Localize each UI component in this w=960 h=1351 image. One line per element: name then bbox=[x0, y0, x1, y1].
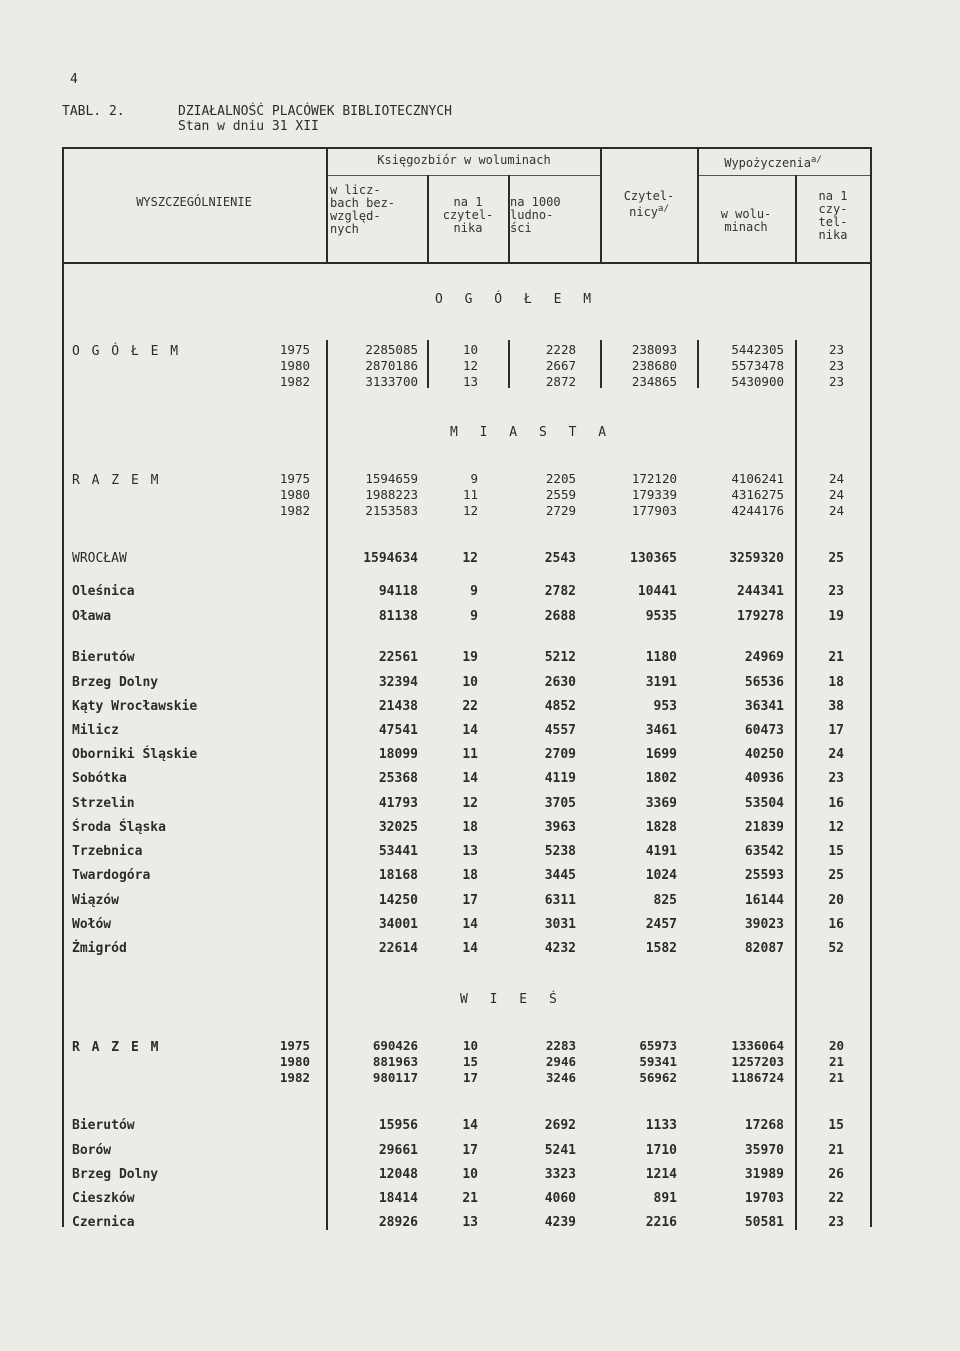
miasta-rows-books-absolute: 21438 bbox=[378, 699, 418, 714]
miasta-rows-readers: 1828 bbox=[645, 820, 677, 835]
miasta-rows-books-absolute: 34001 bbox=[378, 917, 418, 932]
ogolem-group-loans-per-reader: 23 bbox=[828, 374, 844, 389]
miasta-rows-loans-per-reader: 23 bbox=[828, 771, 844, 786]
header-col-loans-per-reader: na 1 czy- tel- nika bbox=[818, 189, 848, 242]
wies-rows-loans-per-reader: 22 bbox=[828, 1191, 844, 1206]
wies-rows-row-name: Borów bbox=[72, 1143, 112, 1158]
miasta-rows-books-absolute: 32394 bbox=[378, 675, 418, 690]
miasta-rows-books-per-1000: 3445 bbox=[544, 868, 576, 883]
wies-rows-loans-volumes: 50581 bbox=[744, 1215, 784, 1230]
wies-group-books-per-reader: 10 bbox=[462, 1038, 478, 1053]
ogolem-group-books-absolute: 3133700 bbox=[365, 374, 418, 389]
miasta-rows-loans-per-reader: 19 bbox=[828, 609, 844, 624]
miasta-rows-books-per-reader: 19 bbox=[462, 650, 478, 665]
ogolem-group-books-per-reader: 12 bbox=[462, 358, 478, 373]
header-col-per-reader: na 1 czytel- nika bbox=[442, 195, 494, 235]
miasta-rows-readers: 130365 bbox=[630, 551, 677, 566]
miasta-rows-books-absolute: 53441 bbox=[378, 844, 418, 859]
header-stub: WYSZCZEGÓLNIENIE bbox=[136, 195, 252, 209]
miasta-group-loans-volumes: 4316275 bbox=[731, 487, 784, 502]
wies-group-year: 1975 bbox=[279, 1038, 310, 1053]
miasta-rows-books-per-1000: 3705 bbox=[544, 796, 576, 811]
wies-rows-loans-per-reader: 21 bbox=[828, 1143, 844, 1158]
ogolem-group-books-per-reader: 13 bbox=[462, 374, 478, 389]
ogolem-group-readers: 238680 bbox=[631, 358, 677, 373]
ogolem-group-loans-volumes: 5430900 bbox=[731, 374, 784, 389]
wies-rows-loans-volumes: 35970 bbox=[744, 1143, 784, 1158]
miasta-rows-books-per-reader: 14 bbox=[462, 941, 478, 956]
miasta-rows-loans-per-reader: 38 bbox=[828, 699, 844, 714]
wies-group-readers: 56962 bbox=[639, 1070, 677, 1085]
miasta-rows-loans-per-reader: 52 bbox=[828, 941, 844, 956]
wies-rows-books-per-reader: 10 bbox=[462, 1167, 478, 1182]
wies-group-books-absolute: 690426 bbox=[372, 1038, 418, 1053]
ogolem-label: O G Ó Ł E M bbox=[72, 344, 181, 359]
wies-rows-loans-per-reader: 23 bbox=[828, 1215, 844, 1230]
wies-rows-loans-volumes: 31989 bbox=[744, 1167, 784, 1182]
miasta-group-books-absolute: 2153583 bbox=[365, 503, 418, 518]
miasta-rows-books-per-reader: 12 bbox=[462, 796, 478, 811]
miasta-rows-loans-per-reader: 25 bbox=[828, 868, 844, 883]
miasta-rows-readers: 1024 bbox=[645, 868, 677, 883]
wies-group-books-per-1000: 2283 bbox=[545, 1038, 576, 1053]
wies-rows-books-per-reader: 17 bbox=[462, 1143, 478, 1158]
miasta-rows-books-per-1000: 4232 bbox=[544, 941, 576, 956]
miasta-rows-loans-volumes: 179278 bbox=[737, 609, 784, 624]
miasta-rows-loans-per-reader: 25 bbox=[828, 551, 844, 566]
miasta-group-books-absolute: 1988223 bbox=[365, 487, 418, 502]
miasta-rows-row-name: Żmigród bbox=[72, 941, 127, 956]
miasta-group-books-per-reader: 9 bbox=[470, 471, 478, 486]
wies-rows-readers: 2216 bbox=[645, 1215, 677, 1230]
miasta-rows-loans-volumes: 244341 bbox=[737, 584, 784, 599]
miasta-rows-row-name: Kąty Wrocławskie bbox=[72, 699, 198, 714]
wies-rows-books-per-1000: 4060 bbox=[544, 1191, 576, 1206]
wies-group-books-absolute: 881963 bbox=[372, 1054, 418, 1069]
wies-rows-loans-per-reader: 26 bbox=[828, 1167, 844, 1182]
wies-group-books-absolute: 980117 bbox=[372, 1070, 418, 1085]
wies-group-loans-volumes: 1336064 bbox=[731, 1038, 784, 1053]
miasta-rows-books-per-1000: 2782 bbox=[544, 584, 576, 599]
miasta-rows-readers: 3191 bbox=[645, 675, 677, 690]
wies-razem-label: R A Z E M bbox=[72, 1040, 161, 1055]
miasta-rows-loans-per-reader: 16 bbox=[828, 917, 844, 932]
miasta-rows-books-per-1000: 2709 bbox=[544, 747, 576, 762]
ogolem-group-year: 1980 bbox=[279, 358, 310, 373]
wies-group-books-per-reader: 15 bbox=[462, 1054, 478, 1069]
wies-group-loans-volumes: 1257203 bbox=[731, 1054, 784, 1069]
wies-rows-row-name: Bierutów bbox=[72, 1118, 135, 1133]
header-books-group: Księgozbiór w woluminach bbox=[377, 153, 551, 167]
wies-rows-books-absolute: 12048 bbox=[378, 1167, 418, 1182]
miasta-rows-loans-volumes: 82087 bbox=[744, 941, 784, 956]
table-subtitle: Stan w dniu 31 XII bbox=[178, 119, 319, 134]
miasta-rows-loans-volumes: 25593 bbox=[744, 868, 784, 883]
miasta-rows-loans-per-reader: 17 bbox=[828, 723, 844, 738]
miasta-group-books-per-1000: 2205 bbox=[545, 471, 576, 486]
miasta-rows-loans-per-reader: 16 bbox=[828, 796, 844, 811]
wies-rows-books-absolute: 28926 bbox=[378, 1215, 418, 1230]
miasta-rows-books-per-reader: 10 bbox=[462, 675, 478, 690]
miasta-rows-books-per-reader: 17 bbox=[462, 893, 478, 908]
wies-rows-readers: 1214 bbox=[645, 1167, 677, 1182]
miasta-group-loans-volumes: 4106241 bbox=[731, 471, 784, 486]
ogolem-group-year: 1982 bbox=[279, 374, 310, 389]
miasta-rows-loans-volumes: 3259320 bbox=[729, 551, 784, 566]
ogolem-group-books-per-1000: 2872 bbox=[545, 374, 576, 389]
miasta-rows-row-name: Wołów bbox=[72, 917, 112, 932]
wies-rows-books-absolute: 18414 bbox=[378, 1191, 418, 1206]
miasta-rows-loans-per-reader: 24 bbox=[828, 747, 844, 762]
miasta-group-year: 1980 bbox=[279, 487, 310, 502]
wies-rows-readers: 1133 bbox=[645, 1118, 677, 1133]
miasta-rows-books-per-reader: 9 bbox=[470, 584, 478, 599]
ogolem-group-loans-per-reader: 23 bbox=[828, 358, 844, 373]
miasta-group-books-per-1000: 2729 bbox=[545, 503, 576, 518]
miasta-rows-row-name: Oborniki Śląskie bbox=[72, 747, 198, 762]
miasta-rows-readers: 3461 bbox=[645, 723, 677, 738]
miasta-rows-books-absolute: 18099 bbox=[378, 747, 418, 762]
miasta-rows-books-per-1000: 4557 bbox=[544, 723, 576, 738]
wies-rows-books-per-reader: 14 bbox=[462, 1118, 478, 1133]
miasta-rows-books-per-reader: 14 bbox=[462, 917, 478, 932]
ogolem-group-loans-per-reader: 23 bbox=[828, 342, 844, 357]
miasta-rows-readers: 4191 bbox=[645, 844, 677, 859]
miasta-group-books-absolute: 1594659 bbox=[365, 471, 418, 486]
ogolem-group-books-absolute: 2870186 bbox=[365, 358, 418, 373]
miasta-group-loans-per-reader: 24 bbox=[828, 471, 844, 486]
wies-group-loans-volumes: 1186724 bbox=[731, 1070, 784, 1085]
wies-rows-readers: 1710 bbox=[645, 1143, 677, 1158]
section-heading-wies: W I E Ś bbox=[460, 992, 564, 1007]
miasta-rows-loans-volumes: 21839 bbox=[744, 820, 784, 835]
wies-group-loans-per-reader: 20 bbox=[828, 1038, 844, 1053]
miasta-razem-label: R A Z E M bbox=[72, 473, 161, 488]
wies-rows-books-per-1000: 5241 bbox=[544, 1143, 576, 1158]
miasta-rows-books-absolute: 94118 bbox=[378, 584, 418, 599]
wies-rows-books-per-1000: 4239 bbox=[544, 1215, 576, 1230]
miasta-rows-loans-per-reader: 12 bbox=[828, 820, 844, 835]
wies-rows-loans-volumes: 17268 bbox=[744, 1118, 784, 1133]
ogolem-group-loans-volumes: 5442305 bbox=[731, 342, 784, 357]
miasta-rows-books-absolute: 41793 bbox=[378, 796, 418, 811]
wies-rows-books-absolute: 29661 bbox=[378, 1143, 418, 1158]
wies-group-year: 1982 bbox=[279, 1070, 310, 1085]
miasta-rows-books-per-reader: 18 bbox=[462, 868, 478, 883]
miasta-rows-books-absolute: 25368 bbox=[378, 771, 418, 786]
miasta-rows-readers: 2457 bbox=[645, 917, 677, 932]
miasta-rows-loans-volumes: 39023 bbox=[744, 917, 784, 932]
miasta-rows-loans-volumes: 63542 bbox=[744, 844, 784, 859]
miasta-rows-loans-volumes: 16144 bbox=[744, 893, 784, 908]
miasta-rows-readers: 9535 bbox=[645, 609, 677, 624]
miasta-rows-books-absolute: 81138 bbox=[378, 609, 418, 624]
miasta-rows-loans-volumes: 53504 bbox=[744, 796, 784, 811]
page-number: 4 bbox=[70, 72, 78, 87]
miasta-rows-readers: 953 bbox=[653, 699, 677, 714]
miasta-group-loans-per-reader: 24 bbox=[828, 487, 844, 502]
miasta-rows-loans-per-reader: 15 bbox=[828, 844, 844, 859]
miasta-rows-books-per-1000: 3963 bbox=[544, 820, 576, 835]
miasta-rows-readers: 3369 bbox=[645, 796, 677, 811]
miasta-rows-readers: 1180 bbox=[645, 650, 677, 665]
miasta-rows-books-per-reader: 22 bbox=[462, 699, 478, 714]
miasta-rows-books-per-reader: 9 bbox=[470, 609, 478, 624]
table-title: DZIAŁALNOŚĆ PLACÓWEK BIBLIOTECZNYCH bbox=[178, 104, 452, 119]
miasta-rows-readers: 825 bbox=[653, 893, 677, 908]
wies-group-readers: 65973 bbox=[639, 1038, 677, 1053]
miasta-rows-row-name: Bierutów bbox=[72, 650, 135, 665]
wies-rows-row-name: Brzeg Dolny bbox=[72, 1167, 159, 1182]
miasta-rows-readers: 1699 bbox=[645, 747, 677, 762]
miasta-rows-loans-per-reader: 21 bbox=[828, 650, 844, 665]
miasta-rows-books-per-1000: 2630 bbox=[544, 675, 576, 690]
ogolem-group-books-per-1000: 2667 bbox=[545, 358, 576, 373]
miasta-rows-books-per-1000: 3031 bbox=[544, 917, 576, 932]
header-col-absolute: w licz- bach bez- względ- nych bbox=[330, 183, 396, 236]
miasta-rows-books-per-reader: 13 bbox=[462, 844, 478, 859]
miasta-rows-books-per-reader: 11 bbox=[462, 747, 478, 762]
miasta-rows-books-per-1000: 2688 bbox=[544, 609, 576, 624]
wies-rows-books-per-1000: 3323 bbox=[544, 1167, 576, 1182]
wies-group-year: 1980 bbox=[279, 1054, 310, 1069]
miasta-rows-books-absolute: 14250 bbox=[378, 893, 418, 908]
miasta-rows-books-per-1000: 6311 bbox=[544, 893, 576, 908]
miasta-rows-books-absolute: 18168 bbox=[378, 868, 418, 883]
section-heading-ogolem: O G Ó Ł E M bbox=[435, 292, 599, 307]
miasta-rows-row-name: Milicz bbox=[72, 723, 119, 738]
ogolem-group-readers: 234865 bbox=[631, 374, 677, 389]
wies-group-books-per-1000: 2946 bbox=[545, 1054, 576, 1069]
miasta-group-readers: 177903 bbox=[631, 503, 677, 518]
miasta-group-loans-per-reader: 24 bbox=[828, 503, 844, 518]
ogolem-group-books-per-1000: 2228 bbox=[545, 342, 576, 357]
miasta-rows-readers: 1802 bbox=[645, 771, 677, 786]
miasta-rows-loans-per-reader: 18 bbox=[828, 675, 844, 690]
miasta-group-year: 1975 bbox=[279, 471, 310, 486]
miasta-group-readers: 172120 bbox=[631, 471, 677, 486]
miasta-rows-row-name: Brzeg Dolny bbox=[72, 675, 159, 690]
miasta-group-loans-volumes: 4244176 bbox=[731, 503, 784, 518]
miasta-rows-books-per-1000: 5238 bbox=[544, 844, 576, 859]
miasta-rows-row-name: WROCŁAW bbox=[72, 551, 127, 566]
header-col-readers: Czytel- nicy$^{a/}$ bbox=[623, 189, 675, 219]
miasta-rows-loans-volumes: 24969 bbox=[744, 650, 784, 665]
miasta-rows-row-name: Środa Śląska bbox=[72, 820, 166, 835]
wies-rows-books-per-reader: 21 bbox=[462, 1191, 478, 1206]
miasta-rows-loans-volumes: 36341 bbox=[744, 699, 784, 714]
miasta-group-books-per-reader: 12 bbox=[462, 503, 478, 518]
miasta-rows-loans-per-reader: 23 bbox=[828, 584, 844, 599]
ogolem-group-loans-volumes: 5573478 bbox=[731, 358, 784, 373]
miasta-rows-readers: 10441 bbox=[637, 584, 677, 599]
miasta-rows-loans-volumes: 56536 bbox=[744, 675, 784, 690]
ogolem-group-books-per-reader: 10 bbox=[462, 342, 478, 357]
header-col-loans-volumes: w wolu- minach bbox=[720, 207, 772, 234]
miasta-rows-loans-volumes: 40250 bbox=[744, 747, 784, 762]
miasta-rows-readers: 1582 bbox=[645, 941, 677, 956]
miasta-rows-row-name: Oława bbox=[72, 609, 112, 624]
wies-group-books-per-1000: 3246 bbox=[545, 1070, 576, 1085]
wies-group-loans-per-reader: 21 bbox=[828, 1070, 844, 1085]
wies-rows-readers: 891 bbox=[653, 1191, 677, 1206]
wies-rows-books-per-reader: 13 bbox=[462, 1215, 478, 1230]
miasta-rows-books-per-reader: 14 bbox=[462, 771, 478, 786]
miasta-rows-books-absolute: 47541 bbox=[378, 723, 418, 738]
ogolem-group-year: 1975 bbox=[279, 342, 310, 357]
miasta-rows-loans-volumes: 40936 bbox=[744, 771, 784, 786]
miasta-rows-books-per-reader: 18 bbox=[462, 820, 478, 835]
miasta-rows-row-name: Trzebnica bbox=[72, 844, 143, 859]
miasta-rows-books-per-1000: 4852 bbox=[544, 699, 576, 714]
miasta-rows-books-per-reader: 12 bbox=[462, 551, 478, 566]
miasta-rows-books-per-1000: 2543 bbox=[544, 551, 576, 566]
ogolem-group-books-absolute: 2285085 bbox=[365, 342, 418, 357]
wies-rows-loans-per-reader: 15 bbox=[828, 1118, 844, 1133]
miasta-rows-row-name: Twardogóra bbox=[72, 868, 151, 883]
wies-rows-row-name: Cieszków bbox=[72, 1191, 135, 1206]
miasta-rows-row-name: Sobótka bbox=[72, 771, 127, 786]
miasta-rows-books-per-1000: 5212 bbox=[544, 650, 576, 665]
wies-rows-row-name: Czernica bbox=[72, 1215, 135, 1230]
wies-rows-books-per-1000: 2692 bbox=[544, 1118, 576, 1133]
miasta-rows-loans-volumes: 60473 bbox=[744, 723, 784, 738]
header-loans-group: Wypożyczenia$^{a/}$ bbox=[724, 155, 822, 170]
header-col-per-1000: na 1000 ludno- ści bbox=[510, 195, 561, 235]
wies-group-readers: 59341 bbox=[639, 1054, 677, 1069]
miasta-group-books-per-reader: 11 bbox=[462, 487, 478, 502]
miasta-rows-books-absolute: 22614 bbox=[378, 941, 418, 956]
wies-group-books-per-reader: 17 bbox=[462, 1070, 478, 1085]
miasta-rows-books-absolute: 1594634 bbox=[363, 551, 418, 566]
ogolem-group-readers: 238093 bbox=[631, 342, 677, 357]
miasta-rows-row-name: Wiązów bbox=[72, 893, 119, 908]
miasta-rows-loans-per-reader: 20 bbox=[828, 893, 844, 908]
table-label: TABL. 2. bbox=[62, 104, 125, 119]
miasta-rows-books-per-1000: 4119 bbox=[544, 771, 576, 786]
miasta-rows-row-name: Strzelin bbox=[72, 796, 135, 811]
miasta-group-readers: 179339 bbox=[631, 487, 677, 502]
wies-rows-books-absolute: 15956 bbox=[378, 1118, 418, 1133]
section-heading-miasta: M I A S T A bbox=[450, 425, 614, 440]
miasta-group-books-per-1000: 2559 bbox=[545, 487, 576, 502]
miasta-rows-books-per-reader: 14 bbox=[462, 723, 478, 738]
miasta-group-year: 1982 bbox=[279, 503, 310, 518]
wies-rows-loans-volumes: 19703 bbox=[744, 1191, 784, 1206]
miasta-rows-books-absolute: 22561 bbox=[378, 650, 418, 665]
wies-group-loans-per-reader: 21 bbox=[828, 1054, 844, 1069]
miasta-rows-row-name: Oleśnica bbox=[72, 584, 135, 599]
miasta-rows-books-absolute: 32025 bbox=[378, 820, 418, 835]
